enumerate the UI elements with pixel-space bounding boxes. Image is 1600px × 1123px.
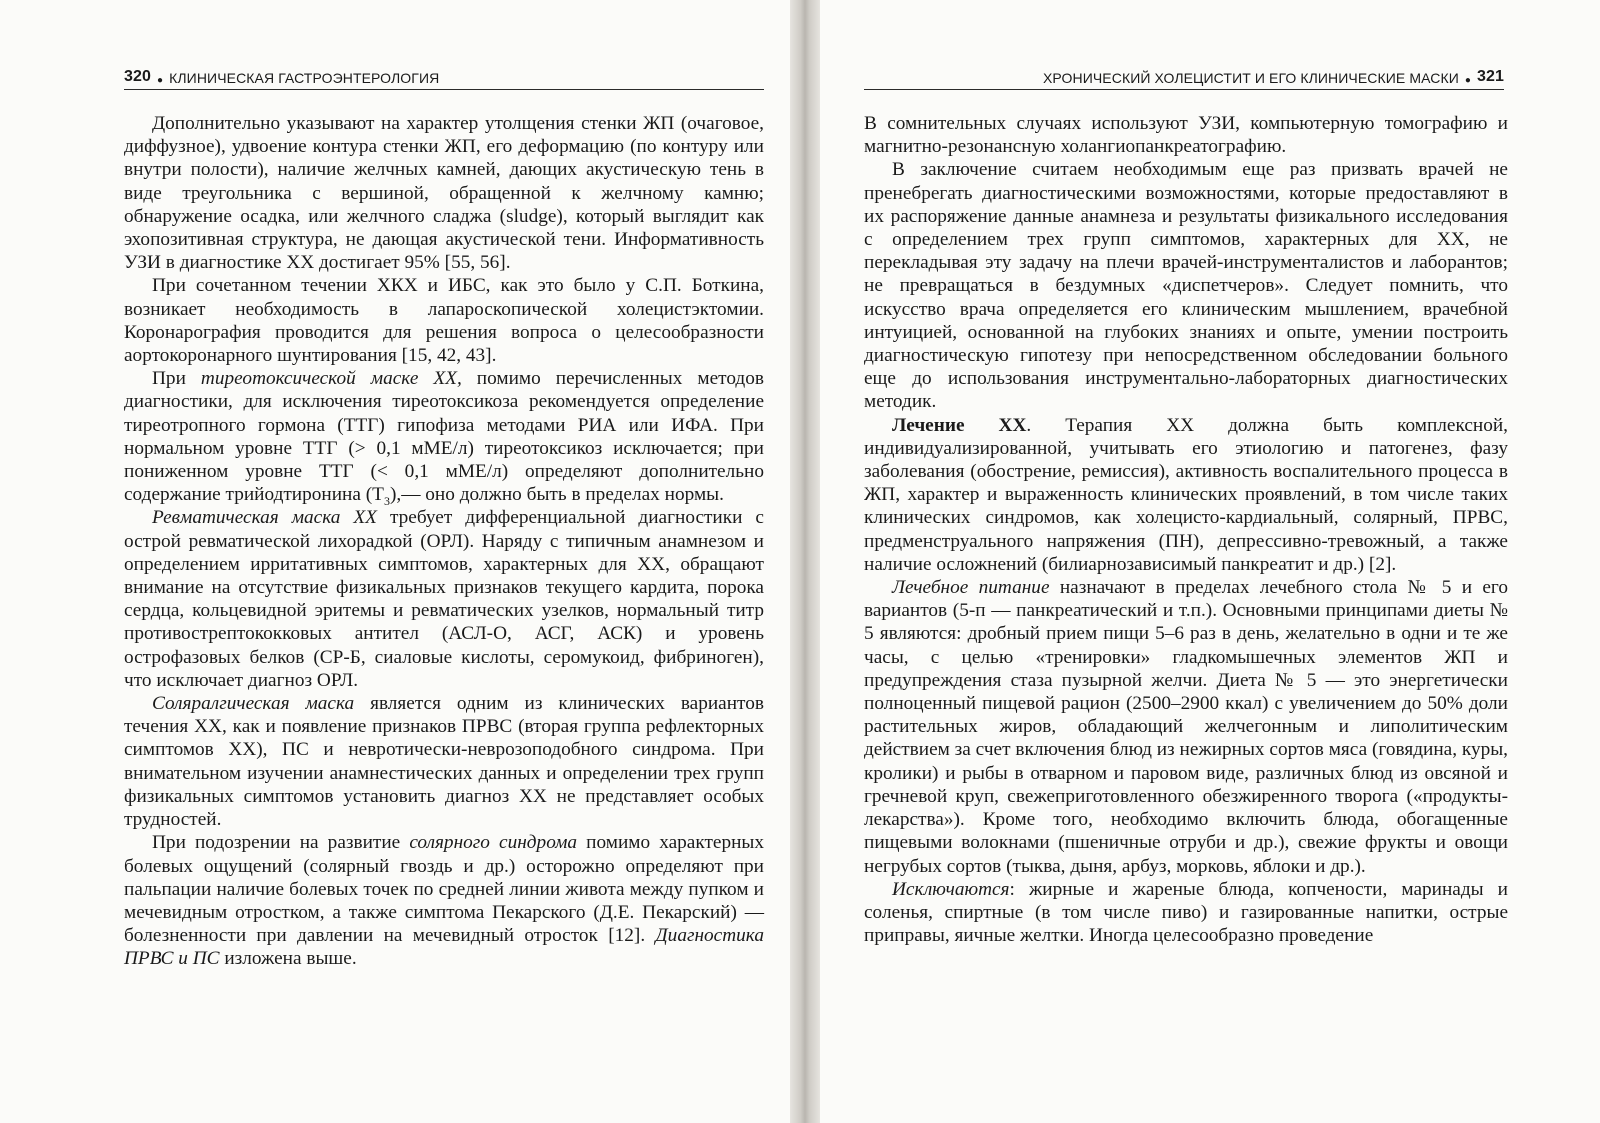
bullet-icon: ●	[1464, 75, 1471, 86]
book-gutter	[790, 0, 820, 1123]
right-page-number: 321	[1477, 68, 1504, 85]
right-page-body	[864, 112, 1508, 947]
italic-term: тиреотоксической маске ХХ,	[200, 368, 462, 390]
paragraph: В заключение считаем необходимым еще раз призвать врачей не пренебрегать диагностическими возможностями, которые предоставляют в их распоряжение данные анамнеза и результаты физикального исследования с определением трех групп симптомов, характерных для ХХ, не перекладывая эту задачу на плечи врачей-инструменталистов и лаборантов; не превращаться в бездумных «диспетчеров». Следует помнить, что искусство врача определяется его клиническим мышлением, врачебной интуицией, основанной на глубоких знаниях и опыте, умении построить диагностическую гипотезу при непосредственном обследовании больного еще до использования инструментально-лабораторных диагностических методик.	[864, 159, 1508, 413]
italic-term: Лечебное питание	[892, 577, 1050, 599]
italic-term: Диагностика ПРВС и ПС	[124, 925, 764, 970]
bullet-icon: ●	[157, 75, 164, 86]
paragraph: При тиреотоксической маске ХХ, помимо перечисленных методов диагностики, для исключения тиреотоксикоза рекомендуется определение тиреотропного гормона (ТТГ) гипофиза методами РИА или ИФА. При нормальном уровне ТТГ (> 0,1 мМЕ/л) тиреотоксикоз исключается; при пониженном уровне ТТГ (< 0,1 мМЕ/л) определяют дополнительно содержание трийодтиронина $(Т_3),—$ оно должно быть в пределах нормы.	[124, 368, 764, 509]
paragraph: Ревматическая маска ХХ требует дифференциальной диагностики с острой ревматической лихорадкой (ОРЛ). Наряду с типичным анамнезом и определением ирритативных симптомов, характерных для ХХ, обращают внимание на отсутствие физикальных признаков текущего кардита, порока сердца, кольцевидной эритемы и ревматических узелков, нормальный титр противострептококковых антител (АСЛ-О, АСГ, АСК) и уровень острофазовых белков (СР-Б, сиаловые кислоты, серомукоид, фибриноген), что исключает диагноз ОРЛ.	[124, 507, 764, 691]
right-running-head	[864, 62, 1504, 90]
paragraph: В сомнительных случаях используют УЗИ, компьютерную томографию и магнитно-резонансную холангиопанкреатографию.	[864, 113, 1508, 158]
italic-term: Соляралгическая маска	[152, 693, 355, 715]
right-page	[820, 0, 1600, 1123]
italic-term: Ревматическая маска ХХ	[152, 507, 377, 529]
bold-heading: Лечение ХХ	[892, 414, 1027, 436]
left-page-number: 320	[124, 68, 151, 85]
paragraph: Лечебное питание назначают в пределах лечебного стола № 5 и его вариантов (5-п — панкреатический и т.п.). Основными принципами диеты № 5 являются: дробный прием пищи 5–6 раз в день, желательно в одни и те же часы, с целью «тренировки» гладкомышечных элементов ЖП и предупреждения стаза пузырной желчи. Диета № 5 — это энергетически полноценный пищевой рацион (2500–2900 ккал) с увеличением до 50% доли растительных жиров, обладающий желчегонным и липолитическим действием за счет включения блюд из нежирных сортов мяса (говядина, куры, кролики) и рыбы в отварном и паровом виде, различных блюд из овсяной и гречневой круп, свежеприготовленного обезжиренного творога («продукты-лекарства»). Кроме того, необходимо включить блюда, обогащенные пищевыми волокнами (пшеничные отруби и др.), свежие фрукты и овощи негрубых сортов (тыква, дыня, арбуз, морковь, яблоки и др.).	[864, 577, 1508, 877]
left-running-head	[124, 62, 764, 90]
italic-term: солярного синдрома	[409, 832, 578, 854]
left-page	[0, 0, 790, 1123]
italic-term: Исключаются	[892, 878, 1010, 900]
paragraph: Исключаются: жирные и жареные блюда, копчености, маринады и соленья, спиртные (в том числе пиво) и газированные напитки, острые приправы, яичные желтки. Иногда целесообразно проведение	[864, 878, 1508, 947]
left-running-head-title: КЛИНИЧЕСКАЯ ГАСТРОЭНТЕРОЛОГИЯ	[169, 70, 440, 86]
paragraph: При сочетанном течении ХКХ и ИБС, как это было у С.П. Боткина, возникает необходимость в лапароскопической холецистэктомии. Коронарография проводится для решения вопроса о целесообразности аортокоронарного шунтирования [15, 42, 43].	[124, 275, 764, 367]
paragraph: Лечение ХХ. Терапия ХХ должна быть комплексной, индивидуализированной, учитывать его этиологию и патогенез, фазу заболевания (обострение, ремиссия), активность воспалительного процесса в ЖП, характер и выраженность клинических проявлений, в том числе таких клинических синдромов, как холецисто-кардиальный, солярный, ПРВС, предменструального напряжения (ПН), депрессивно-тревожный, а также наличие осложнений (билиарнозависимый панкреатит и др.) [2].	[864, 414, 1508, 575]
paragraph: При подозрении на развитие солярного синдрома помимо характерных болевых ощущений (солярный гвоздь и др.) осторожно определяют при пальпации наличие болевых точек по средней линии живота между пупком и мечевидным отростком, а также симптома Пекарского (Д.Е. Пекарский) — болезненности при давлении на мечевидный отросток [12]. Диагностика ПРВС и ПС изложена выше.	[124, 832, 765, 970]
left-page-body	[124, 112, 764, 971]
paragraph: Соляралгическая маска является одним из клинических вариантов течения ХХ, как и появление признаков ПРВС (вторая группа рефлекторных симптомов ХХ), ПС и невротически-неврозоподобного синдрома. При внимательном изучении анамнестических данных и определении трех групп физикальных симптомов установить диагноз ХХ не представляет особых трудностей.	[124, 693, 764, 831]
paragraph: Дополнительно указывают на характер утолщения стенки ЖП (очаговое, диффузное), удвоение контура стенки ЖП, его деформацию (по контуру или внутри полости), наличие желчных камней, дающих акустическую тень в виде треугольника с вершиной, обращенной к желчному камню; обнаружение осадка, или желчного сладжа (sludge), который выглядит как эхопозитивная структура, не дающая акустической тени. Информативность УЗИ в диагностике ХХ достигает 95% [55, 56].	[124, 113, 764, 274]
right-running-head-title: ХРОНИЧЕСКИЙ ХОЛЕЦИСТИТ И ЕГО КЛИНИЧЕСКИЕ МАСКИ	[1042, 70, 1459, 86]
